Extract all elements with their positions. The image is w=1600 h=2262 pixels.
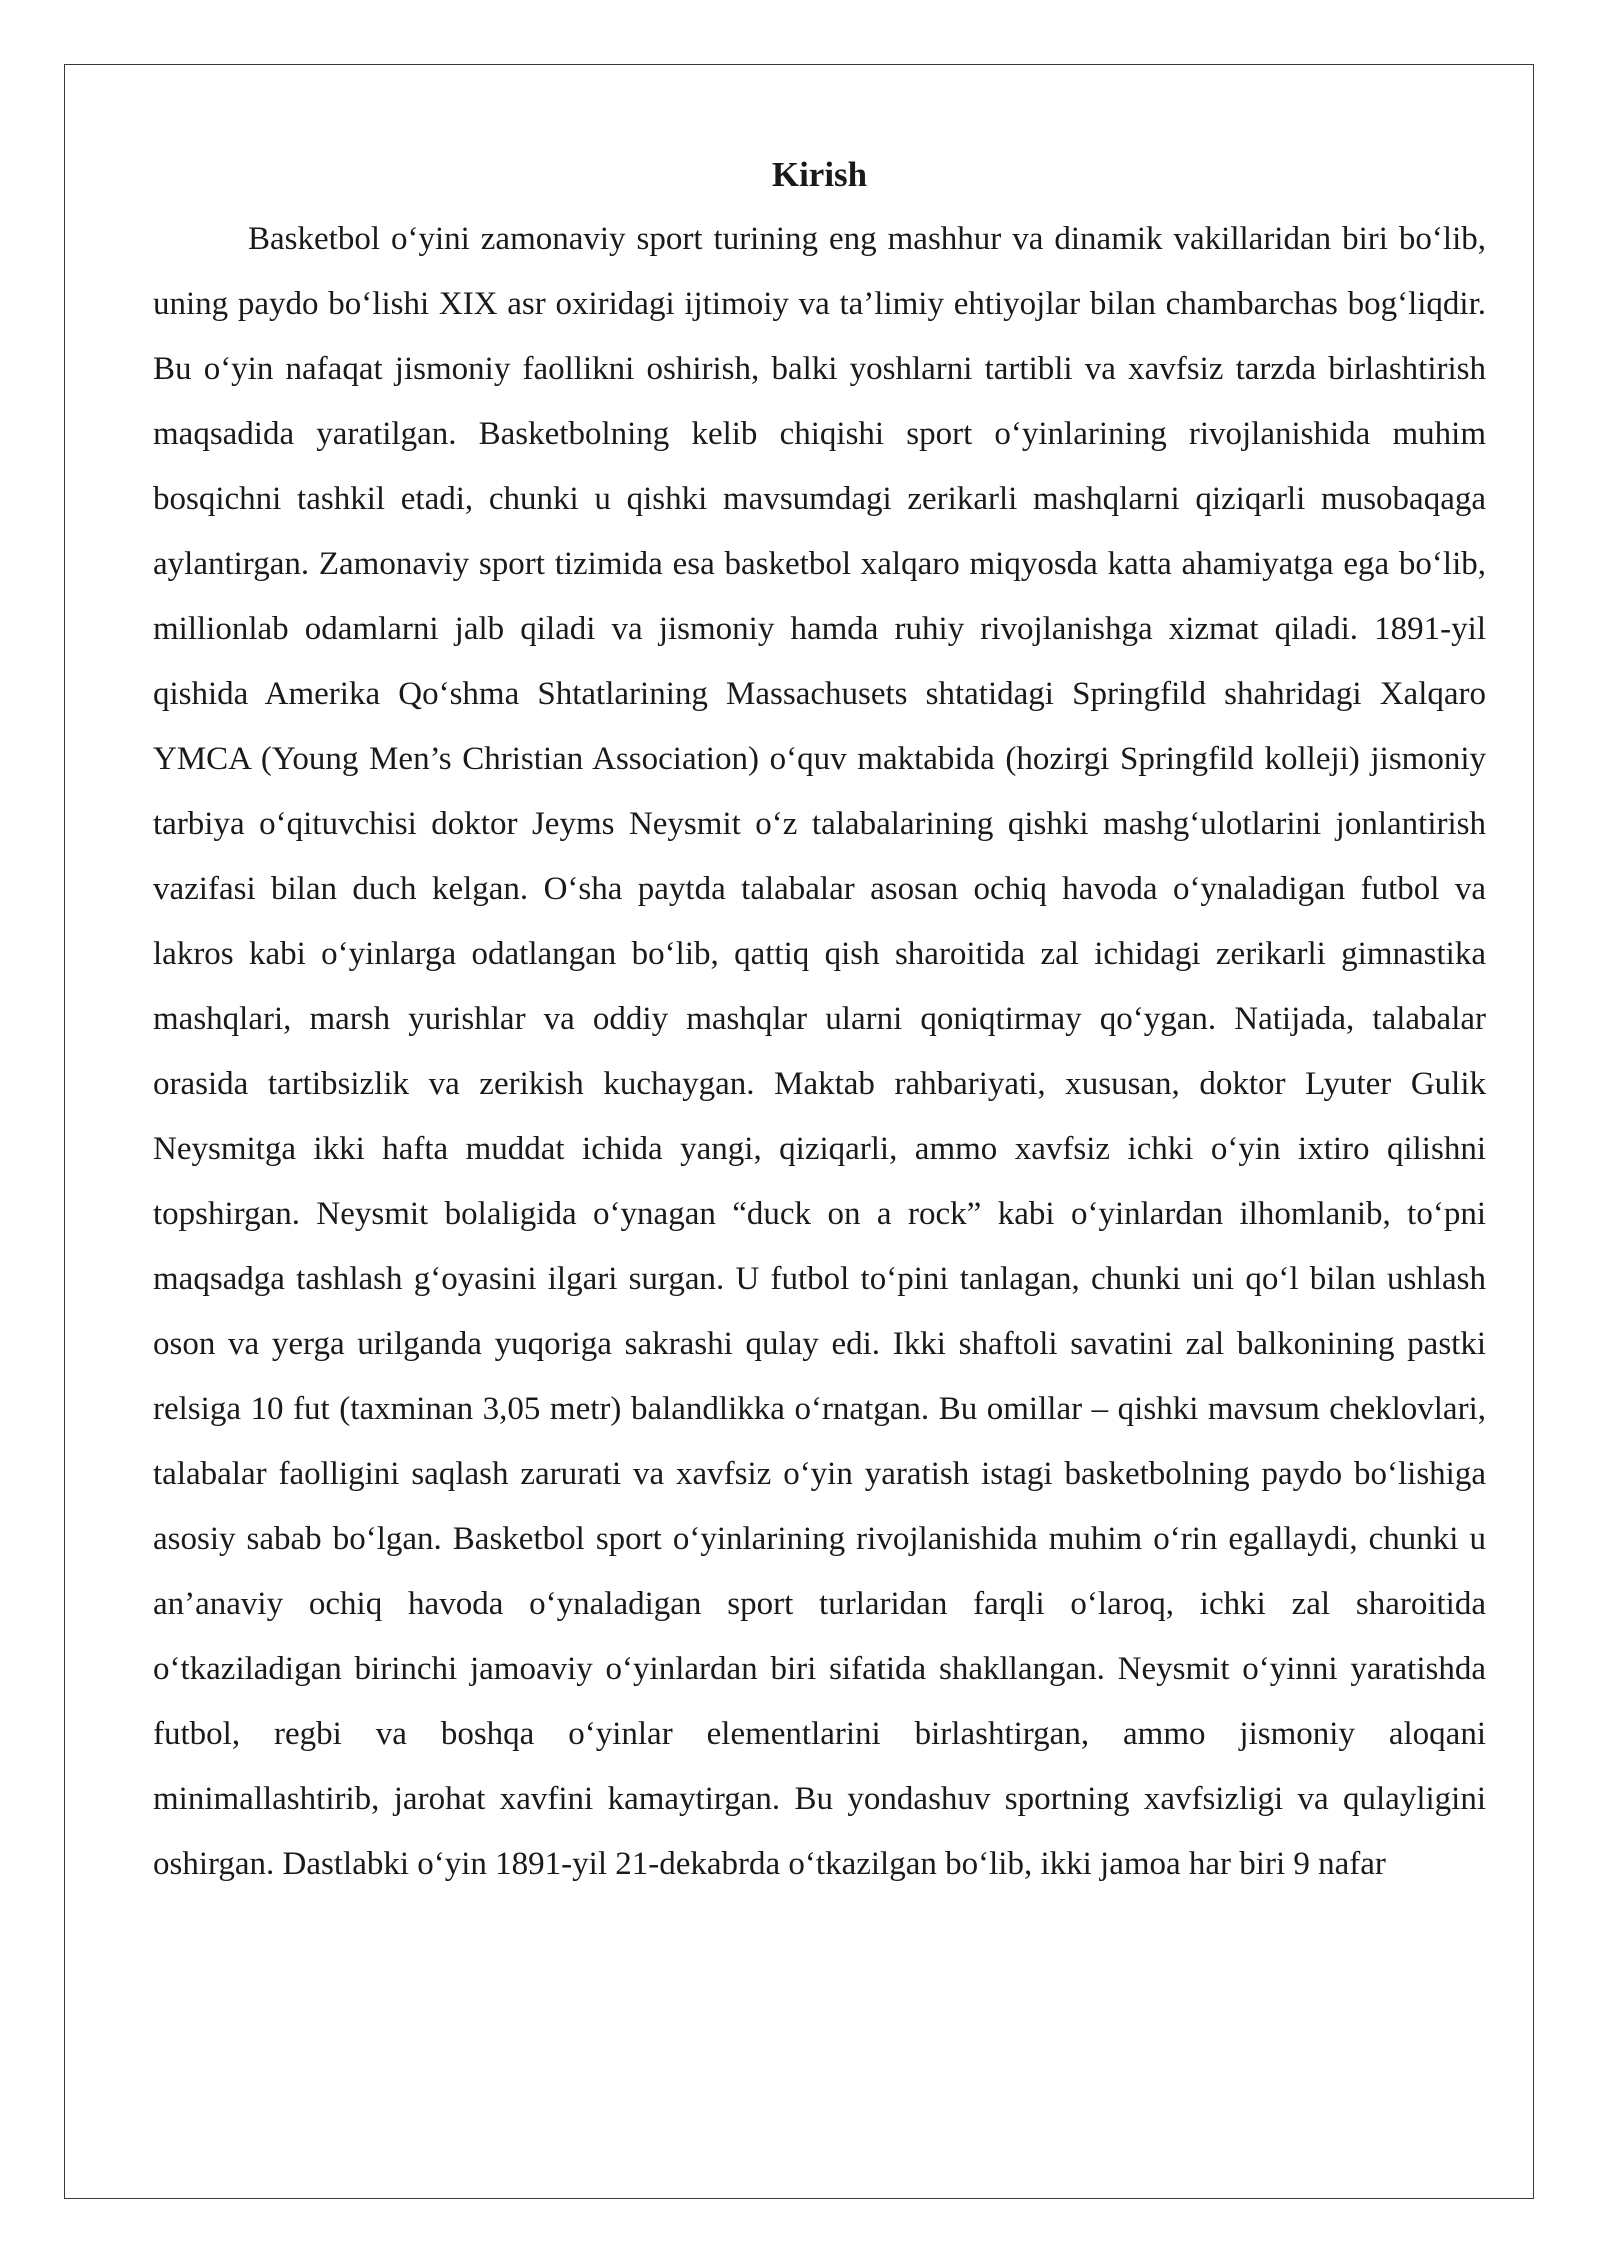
document-body: [153, 143, 1486, 1897]
body-paragraph: Basketbol o‘yini zamonaviy sport turining eng mashhur va dinamik vakillaridan biri bo‘lib, uning paydo bo‘lishi XIX asr oxiridagi ijtimoiy va ta’limiy ehtiyojlar bilan chambarchas bog‘liqdir. Bu o‘yin nafaqat jismoniy faollikni oshirish, balki yoshlarni tartibli va xavfsiz tarzda birlashtirish maqsadida yaratilgan. Basketbolning kelib chiqishi sport o‘yinlarining rivojlanishida muhim bosqichni tashkil etadi, chunki u qishki mavsumdagi zerikarli mashqlarni qiziqarli musobaqaga aylantirgan. Zamonaviy sport tizimida esa basketbol xalqaro miqyosda katta ahamiyatga ega bo‘lib, millionlab odamlarni jalb qiladi va jismoniy hamda ruhiy rivojlanishga xizmat qiladi. 1891-yil qishida Amerika Qo‘shma Shtatlarining Massachusets shtatidagi Springfild shahridagi Xalqaro YMCA (Young Men’s Christian Association) o‘quv maktabida (hozirgi Springfild kolleji) jismoniy tarbiya o‘qituvchisi doktor Jeyms Neysmit o‘z talabalarining qishki mashg‘ulotlarini jonlantirish vazifasi bilan duch kelgan. O‘sha paytda talabalar asosan ochiq havoda o‘ynaladigan futbol va lakros kabi o‘yinlarga odatlangan bo‘lib, qattiq qish sharoitida zal ichidagi zerikarli gimnastika mashqlari, marsh yurishlar va oddiy mashqlar ularni qoniqtirmay qo‘ygan. Natijada, talabalar orasida tartibsizlik va zerikish kuchaygan. Maktab rahbariyati, xususan, doktor Lyuter Gulik Neysmitga ikki hafta muddat ichida yangi, qiziqarli, ammo xavfsiz ichki o‘yin ixtiro qilishni topshirgan. Neysmit bolaligida o‘ynagan “duck on a rock” kabi o‘yinlardan ilhomlanib, to‘pni maqsadga tashlash g‘oyasini ilgari surgan. U futbol to‘pini tanlagan, chunki uni qo‘l bilan ushlash oson va yerga urilganda yuqoriga sakrashi qulay edi. Ikki shaftoli savatini zal balkonining pastki relsiga 10 fut (taxminan 3,05 metr) balandlikka o‘rnatgan. Bu omillar – qishki mavsum cheklovlari, talabalar faolligini saqlash zarurati va xavfsiz o‘yin yaratish istagi basketbolning paydo bo‘lishiga asosiy sabab bo‘lgan. Basketbol sport o‘yinlarining rivojlanishida muhim o‘rin egallaydi, chunki u an’anaviy ochiq havoda o‘ynaladigan sport turlaridan farqli o‘laroq, ichki zal sharoitida o‘tkaziladigan birinchi jamoaviy o‘yinlardan biri sifatida shakllangan. Neysmit o‘yinni yaratishda futbol, regbi va boshqa o‘yinlar elementlarini birlashtirgan, ammo jismoniy aloqani minimallashtirib, jarohat xavfini kamaytirgan. Bu yondashuv sportning xavfsizligi va qulayligini oshirgan. Dastlabki o‘yin 1891-yil 21-dekabrda o‘tkazilgan bo‘lib, ikki jamoa har biri 9 nafar: [153, 221, 1486, 1882]
section-title: Kirish: [771, 155, 868, 194]
